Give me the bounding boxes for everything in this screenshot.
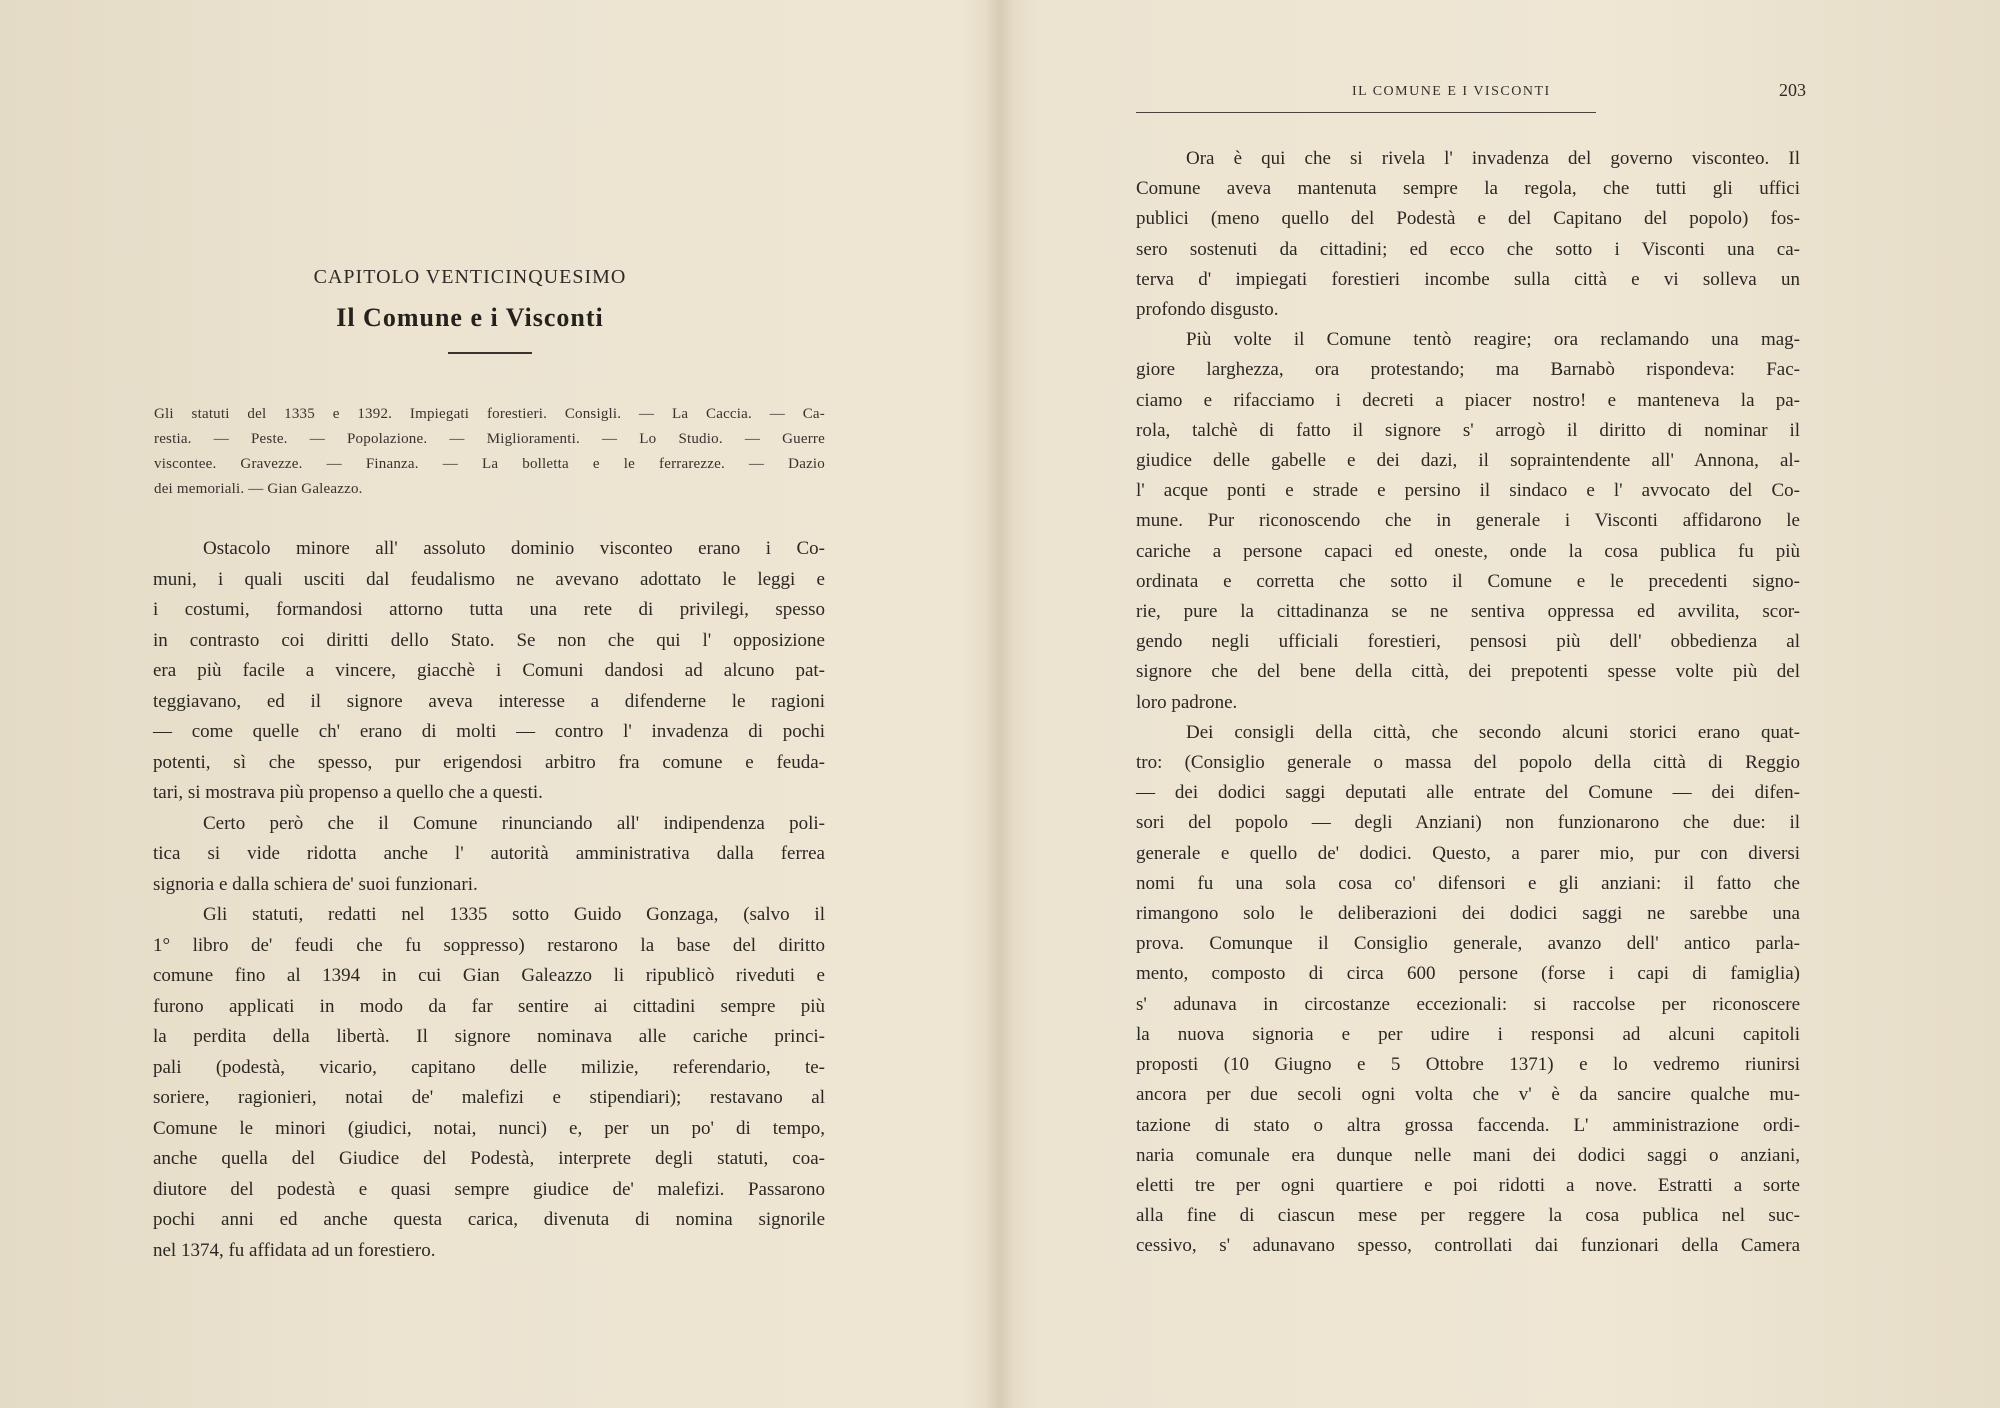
text-line: anche quella del Giudice del Podestà, interprete degli statuti, coa- xyxy=(153,1148,825,1169)
text-line: signore che del bene della città, dei prepotenti spesse volte più del xyxy=(1136,661,1800,683)
chapter-title: Il Comune e i Visconti xyxy=(336,303,604,332)
text-line: Comune le minori (giudici, notai, nunci) e, per un po' di tempo, xyxy=(153,1117,825,1139)
text-line: rie, pure la cittadinanza se ne sentiva oppressa ed avvilita, scor- xyxy=(1136,601,1800,623)
right-body-text xyxy=(1136,144,1800,1262)
text-line: cariche a persone capaci ed oneste, onde la cosa publica fu più xyxy=(1136,540,1800,562)
text-line: naria comunale era dunque nelle mani dei dodici saggi o anziani, xyxy=(1136,1144,1800,1166)
text-line: tari, si mostrava più propenso a quello che a questi. xyxy=(153,782,543,803)
chapter-summary xyxy=(154,402,825,502)
text-line: alla fine di ciascun mese per reggere la cosa publica nel suc- xyxy=(1136,1205,1800,1227)
text-line: furono applicati in modo da far sentire ai cittadini sempre più xyxy=(153,995,825,1017)
text-line: tro: (Consiglio generale o massa del popolo della città di Reggio xyxy=(1136,752,1800,774)
text-line: soriere, ragionieri, notai de' malefizi e stipendiari); restavano al xyxy=(153,1087,825,1108)
summary-line: restia. — Peste. — Popolazione. — Miglioramenti. — Lo Studio. — Guerre xyxy=(154,431,825,447)
text-line: l' acque ponti e strade e persino il sindaco e l' avvocato del Co- xyxy=(1136,480,1800,502)
text-line: tazione di stato o altra grossa faccenda. L' amministrazione ordi- xyxy=(1136,1114,1800,1136)
text-line: nomi fu una sola cosa co' difensori e gli anziani: il fatto che xyxy=(1136,872,1800,894)
chapter-label: CAPITOLO VENTICINQUESIMO xyxy=(313,266,627,288)
text-line: rimangono solo le deliberazioni dei dodici saggi ne sarebbe una xyxy=(1136,903,1800,925)
text-line: Certo però che il Comune rinunciando all' indipendenza poli- xyxy=(203,812,825,834)
text-line: mune. Pur riconoscendo che in generale i Visconti affidarono le xyxy=(1136,510,1800,532)
text-line: — come quelle ch' erano di molti — contro l' invadenza di pochi xyxy=(153,721,825,742)
text-line: s' adunava in circostanze eccezionali: si raccolse per riconoscere xyxy=(1136,993,1800,1015)
text-line: pochi anni ed anche questa carica, divenuta di nomina signorile xyxy=(153,1209,825,1230)
text-line: publici (meno quello del Podestà e del Capitano del popolo) fos- xyxy=(1136,208,1800,230)
text-line: diutore del podestà e quasi sempre giudice de' malefizi. Passarono xyxy=(153,1178,825,1200)
title-rule xyxy=(448,352,532,354)
text-line: tica si vide ridotta anche l' autorità amministrativa dalla ferrea xyxy=(153,843,825,864)
text-line: nel 1374, fu affidata ad un forestiero. xyxy=(153,1239,436,1261)
text-line: — dei dodici saggi deputati alle entrate del Comune — dei difen- xyxy=(1136,782,1800,804)
text-line: giudice delle gabelle e dei dazi, il sopraintendente all' Annona, al- xyxy=(1136,450,1800,472)
text-line: comune fino al 1394 in cui Gian Galeazzo li ripublicò riveduti e xyxy=(153,965,825,986)
text-line: terva d' impiegati forestieri incombe sulla città e vi solleva un xyxy=(1136,268,1800,290)
text-line: ordinata e corretta che sotto il Comune e le precedenti signo- xyxy=(1136,570,1800,592)
text-line: signoria e dalla schiera de' suoi funzionari. xyxy=(153,873,478,895)
text-line: la perdita della libertà. Il signore nominava alle cariche princi- xyxy=(153,1026,825,1047)
text-line: potenti, sì che spesso, pur erigendosi arbitro fra comune e feuda- xyxy=(153,751,825,773)
text-line: ciamo e rifacciamo i decreti a piacer nostro! e manteneva la pa- xyxy=(1136,389,1800,411)
left-body-text xyxy=(153,534,825,1266)
header-rule xyxy=(1136,112,1596,113)
text-line: Ostacolo minore all' assoluto dominio visconteo erano i Co- xyxy=(203,538,825,559)
text-line: cessivo, s' adunavano spesso, controllati dai funzionari della Camera xyxy=(1136,1235,1800,1257)
text-line: pali (podestà, vicario, capitano delle milizie, referendario, te- xyxy=(153,1056,825,1078)
text-line: gendo negli ufficiali forestieri, pensosi più dell' obbedienza al xyxy=(1136,631,1800,653)
page-number: 203 xyxy=(1779,80,1806,100)
text-line: la nuova signoria e per udire i responsi ad alcuni capitoli xyxy=(1136,1023,1800,1045)
running-head: IL COMUNE E I VISCONTI xyxy=(1352,84,1551,99)
text-line: rola, talchè di fatto il signore s' arrogò il diritto di nominar il xyxy=(1136,419,1800,441)
summary-line: Gli statuti del 1335 e 1392. Impiegati forestieri. Consigli. — La Caccia. — Ca- xyxy=(154,406,825,422)
text-line: loro padrone. xyxy=(1136,691,1238,713)
text-line: Più volte il Comune tentò reagire; ora reclamando una mag- xyxy=(1186,329,1800,351)
text-line: Gli statuti, redatti nel 1335 sotto Guido Gonzaga, (salvo il xyxy=(203,904,825,925)
text-line: Ora è qui che si rivela l' invadenza del governo visconteo. Il xyxy=(1186,148,1800,169)
text-line: in contrasto coi diritti dello Stato. Se non che qui l' opposizione xyxy=(153,629,825,651)
text-line: era più facile a vincere, giacchè i Comuni dandosi ad alcuno pat- xyxy=(153,660,825,681)
text-line: mento, composto di circa 600 persone (forse i capi di famiglia) xyxy=(1136,963,1800,985)
summary-line: dei memoriali. — Gian Galeazzo. xyxy=(154,481,363,497)
text-line: generale e quello de' dodici. Questo, a parer mio, pur con diversi xyxy=(1136,842,1800,864)
text-line: i costumi, formandosi attorno tutta una rete di privilegi, spesso xyxy=(153,599,825,620)
text-line: Comune aveva mantenuta sempre la regola, che tutti gli uffici xyxy=(1136,178,1800,200)
text-line: Dei consigli della città, che secondo alcuni storici erano quat- xyxy=(1186,721,1800,743)
text-line: prova. Comunque il Consiglio generale, avanzo dell' antico parla- xyxy=(1136,933,1800,955)
text-line: muni, i quali usciti dal feudalismo ne avevano adottato le leggi e xyxy=(153,568,825,590)
text-line: teggiavano, ed il signore aveva interesse a difenderne le ragioni xyxy=(153,690,825,712)
text-line: 1° libro de' feudi che fu soppresso) restarono la base del diritto xyxy=(153,934,825,956)
text-line: sero sostenuti da cittadini; ed ecco che sotto i Visconti una ca- xyxy=(1136,238,1800,260)
text-line: ancora per due secoli ogni volta che v' è da sancire qualche mu- xyxy=(1136,1084,1800,1106)
text-line: sori del popolo — degli Anziani) non funzionarono che due: il xyxy=(1136,812,1800,834)
summary-line: viscontee. Gravezze. — Finanza. — La bolletta e le ferrarezze. — Dazio xyxy=(154,456,825,472)
text-line: proposti (10 Giugno e 5 Ottobre 1371) e lo vedremo riunirsi xyxy=(1136,1054,1800,1076)
left-page xyxy=(0,0,990,1408)
text-line: eletti tre per ogni quartiere e poi ridotti a nove. Estratti a sorte xyxy=(1136,1174,1800,1196)
text-line: profondo disgusto. xyxy=(1136,299,1279,321)
text-line: giore larghezza, ora protestando; ma Barnabò rispondeva: Fac- xyxy=(1136,359,1800,381)
